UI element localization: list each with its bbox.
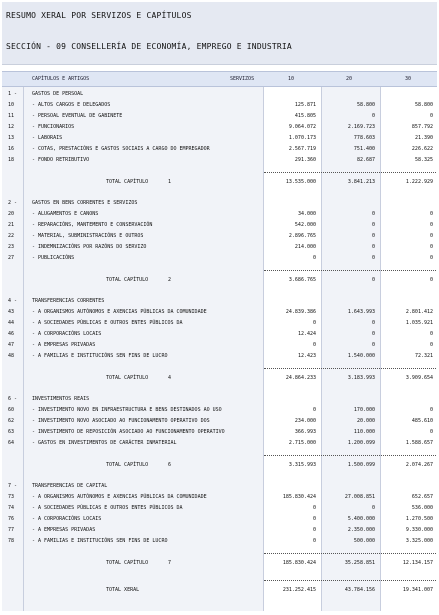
article-description: - LABORAIS — [32, 135, 63, 141]
value-servizo-10: 24.839.386 — [285, 309, 316, 315]
value-servizo-30: 72.321 — [414, 353, 433, 359]
value-servizo-10: 415.805 — [294, 113, 316, 119]
value-servizo-30: 0 — [429, 113, 433, 119]
header-servizos: SERVIZOS — [230, 76, 255, 82]
total-servizo-30: 19.341.007 — [402, 587, 433, 593]
value-servizo-20: 110.000 — [353, 429, 375, 435]
value-servizo-20: 0 — [371, 233, 375, 239]
value-servizo-20: 1.540.000 — [347, 353, 375, 359]
table-row — [2, 416, 437, 426]
article-description: - A FAMILIAS E INSTITUCIÓNS SEN FINS DE LUCRO — [32, 538, 168, 544]
table-row — [2, 525, 437, 535]
total-chapter-code: 7 — [168, 560, 172, 566]
table-row — [2, 536, 437, 546]
article-code: 64 — [8, 440, 15, 446]
chapter-code: 4 - — [8, 298, 18, 304]
article-code: 20 — [8, 211, 15, 217]
value-servizo-30: 0 — [429, 244, 433, 250]
article-code: 47 — [8, 342, 15, 348]
article-description: - PERSOAL EVENTUAL DE GABINETE — [32, 113, 123, 119]
value-servizo-20: 58.800 — [356, 102, 375, 108]
table-row — [2, 231, 437, 241]
value-servizo-10: 0 — [312, 342, 316, 348]
total-chapter-code: 1 — [168, 179, 172, 185]
article-code: 63 — [8, 429, 15, 435]
total-servizo-20: 3.183.993 — [347, 375, 375, 381]
value-servizo-30: 226.622 — [411, 146, 433, 152]
value-servizo-10: 2.715.000 — [288, 440, 316, 446]
chapter-title: GASTOS EN BENS CORRENTES E SERVIZOS — [32, 200, 138, 206]
value-servizo-30: 1.035.921 — [405, 320, 433, 326]
value-servizo-10: 542.000 — [294, 222, 316, 228]
total-servizo-10: 3.686.765 — [288, 277, 316, 283]
chapter-total-row — [2, 558, 437, 568]
header-servizo-30: 30 — [405, 76, 412, 82]
article-description: - A FAMILIAS E INSTITUCIÓNS SEN FINS DE LUCRO — [32, 353, 168, 359]
total-servizo-30: 1.222.929 — [405, 179, 433, 185]
article-description: - ALUGAMENTOS E CANONS — [32, 211, 99, 217]
total-separator — [264, 368, 436, 369]
article-code: 18 — [8, 157, 15, 163]
total-chapter-code: 6 — [168, 462, 172, 468]
value-servizo-20: 0 — [371, 342, 375, 348]
value-servizo-20: 27.008.851 — [344, 494, 375, 500]
article-code: 73 — [8, 494, 15, 500]
value-servizo-10: 0 — [312, 527, 316, 533]
value-servizo-30: 0 — [429, 331, 433, 337]
article-description: - A EMPRESAS PRIVADAS — [32, 342, 96, 348]
article-code: 23 — [8, 244, 15, 250]
article-description: - INDEMNIZACIÓNS POR RAZÓNS DO SERVIZO — [32, 244, 147, 250]
value-servizo-20: 0 — [371, 320, 375, 326]
article-code: 10 — [8, 102, 15, 108]
value-servizo-10: 2.896.765 — [288, 233, 316, 239]
value-servizo-20: 0 — [371, 255, 375, 261]
value-servizo-10: 0 — [312, 505, 316, 511]
total-separator — [264, 270, 436, 271]
table-row — [2, 155, 437, 165]
article-description: - A CORPORACIÓNS LOCAIS — [32, 516, 102, 522]
value-servizo-30: 485.610 — [411, 418, 433, 424]
total-servizo-30: 3.909.654 — [405, 375, 433, 381]
article-description: - A SOCIEDADES PÚBLICAS E OUTROS ENTES PÚBLICOS DA — [32, 320, 183, 326]
article-description: - A SOCIEDADES PÚBLICAS E OUTROS ENTES PÚBLICOS DA — [32, 505, 183, 511]
article-code: 11 — [8, 113, 15, 119]
article-description: - FUNCIONARIOS — [32, 124, 75, 130]
value-servizo-20: 0 — [371, 331, 375, 337]
value-servizo-30: 3.325.000 — [405, 538, 433, 544]
value-servizo-20: 2.169.723 — [347, 124, 375, 130]
article-code: 46 — [8, 331, 15, 337]
value-servizo-20: 778.603 — [353, 135, 375, 141]
value-servizo-10: 185.830.424 — [282, 494, 316, 500]
article-code: 43 — [8, 309, 15, 315]
article-description: - COTAS, PRESTACIÓNS E GASTOS SOCIAIS A CARGO DO EMPREGADOR — [32, 146, 210, 152]
article-description: - A CORPORACIÓNS LOCAIS — [32, 331, 102, 337]
total-label: TOTAL XERAL — [106, 587, 140, 593]
total-separator — [264, 553, 436, 554]
value-servizo-20: 82.687 — [356, 157, 375, 163]
value-servizo-10: 366.993 — [294, 429, 316, 435]
table-row — [2, 405, 437, 415]
value-servizo-10: 234.000 — [294, 418, 316, 424]
value-servizo-20: 1.200.099 — [347, 440, 375, 446]
table-row — [2, 144, 437, 154]
total-servizo-20: 0 — [371, 277, 375, 283]
value-servizo-10: 12.423 — [297, 353, 316, 359]
header-servizo-10: 10 — [288, 76, 295, 82]
section-title: SECCIÓN - 09 CONSELLERÍA DE ECONOMÍA, EMPREGO E INDUSTRIA — [6, 42, 292, 51]
article-code: 78 — [8, 538, 15, 544]
value-servizo-10: 0 — [312, 255, 316, 261]
article-description: - FONDO RETRIBUTIVO — [32, 157, 90, 163]
value-servizo-30: 0 — [429, 429, 433, 435]
total-servizo-10: 3.315.993 — [288, 462, 316, 468]
grand-total-row — [2, 585, 437, 595]
table-header — [2, 71, 437, 87]
chapter-row — [2, 296, 437, 306]
value-servizo-20: 0 — [371, 244, 375, 250]
total-servizo-10: 24.864.233 — [285, 375, 316, 381]
value-servizo-30: 0 — [429, 407, 433, 413]
chapter-title: TRANSFERENCIAS DE CAPITAL — [32, 483, 108, 489]
total-servizo-10: 185.830.424 — [282, 560, 316, 566]
total-servizo-30: 12.134.157 — [402, 560, 433, 566]
chapter-row — [2, 198, 437, 208]
table-row — [2, 253, 437, 263]
total-separator — [264, 172, 436, 173]
value-servizo-30: 0 — [429, 222, 433, 228]
value-servizo-30: 58.800 — [414, 102, 433, 108]
chapter-total-row — [2, 177, 437, 187]
header-servizo-20: 20 — [346, 76, 353, 82]
value-servizo-20: 20.000 — [356, 418, 375, 424]
value-servizo-10: 0 — [312, 516, 316, 522]
chapter-code: 7 - — [8, 483, 18, 489]
summary-table — [2, 71, 437, 611]
article-description: - INVESTIMENTO NOVO EN INFRAESTRUCTURA E BENS DESTINADOS AO USO — [32, 407, 222, 413]
value-servizo-20: 0 — [371, 505, 375, 511]
value-servizo-20: 500.000 — [353, 538, 375, 544]
article-description: - GASTOS EN INVESTIMENTOS DE CARÁCTER INMATERIAL — [32, 440, 177, 446]
table-row — [2, 329, 437, 339]
total-label: TOTAL CAPÍTULO — [106, 375, 149, 381]
value-servizo-30: 1.588.657 — [405, 440, 433, 446]
chapter-row — [2, 481, 437, 491]
value-servizo-10: 9.064.072 — [288, 124, 316, 130]
table-row — [2, 503, 437, 513]
total-label: TOTAL CAPÍTULO — [106, 179, 149, 185]
report-header — [2, 2, 437, 65]
value-servizo-20: 0 — [371, 211, 375, 217]
chapter-title: GASTOS DE PERSOAL — [32, 91, 84, 97]
article-code: 74 — [8, 505, 15, 511]
value-servizo-30: 0 — [429, 233, 433, 239]
total-servizo-30: 0 — [429, 277, 433, 283]
value-servizo-30: 0 — [429, 211, 433, 217]
chapter-row — [2, 89, 437, 99]
article-description: - REPARACIÓNS, MANTEMENTO E CONSERVACIÓN — [32, 222, 153, 228]
article-code: 48 — [8, 353, 15, 359]
value-servizo-10: 0 — [312, 407, 316, 413]
article-description: - MATERIAL, SUBMINISTRACIÓNS E OUTROS — [32, 233, 144, 239]
article-code: 77 — [8, 527, 15, 533]
article-description: - A ORGANISMOS AUTÓNOMOS E AXENCIAS PÚBLICAS DA COMUNIDADE — [32, 309, 207, 315]
table-row — [2, 307, 437, 317]
total-label: TOTAL CAPÍTULO — [106, 462, 149, 468]
value-servizo-10: 34.000 — [297, 211, 316, 217]
article-code: 22 — [8, 233, 15, 239]
chapter-code: 1 - — [8, 91, 18, 97]
value-servizo-20: 0 — [371, 222, 375, 228]
chapter-code: 6 - — [8, 396, 18, 402]
value-servizo-30: 0 — [429, 342, 433, 348]
value-servizo-30: 536.000 — [411, 505, 433, 511]
table-row — [2, 351, 437, 361]
total-servizo-20: 35.258.851 — [344, 560, 375, 566]
total-servizo-20: 1.500.099 — [347, 462, 375, 468]
chapter-total-row — [2, 373, 437, 383]
value-servizo-20: 2.350.000 — [347, 527, 375, 533]
table-row — [2, 100, 437, 110]
value-servizo-20: 751.400 — [353, 146, 375, 152]
value-servizo-10: 1.070.173 — [288, 135, 316, 141]
article-description: - A EMPRESAS PRIVADAS — [32, 527, 96, 533]
value-servizo-10: 214.000 — [294, 244, 316, 250]
article-code: 27 — [8, 255, 15, 261]
total-servizo-10: 231.252.415 — [282, 587, 316, 593]
total-servizo-30: 2.074.267 — [405, 462, 433, 468]
chapter-total-row — [2, 275, 437, 285]
table-row — [2, 133, 437, 143]
table-row — [2, 427, 437, 437]
value-servizo-10: 0 — [312, 320, 316, 326]
total-separator — [264, 580, 436, 581]
table-row — [2, 438, 437, 448]
table-row — [2, 340, 437, 350]
article-code: 16 — [8, 146, 15, 152]
article-description: - INVESTIMENTO DE REPOSICIÓN ASOCIADO AO FUNCIONAMENTO OPERATIVO — [32, 429, 225, 435]
article-code: 60 — [8, 407, 15, 413]
report-title: RESUMO XERAL POR SERVIZOS E CAPÍTULOS — [6, 11, 192, 20]
table-row — [2, 318, 437, 328]
table-row — [2, 242, 437, 252]
table-row — [2, 220, 437, 230]
table-row — [2, 209, 437, 219]
total-servizo-20: 43.784.156 — [344, 587, 375, 593]
value-servizo-20: 1.643.993 — [347, 309, 375, 315]
value-servizo-20: 170.000 — [353, 407, 375, 413]
chapter-code: 2 - — [8, 200, 18, 206]
chapter-title: INVESTIMENTOS REAIS — [32, 396, 90, 402]
value-servizo-10: 0 — [312, 538, 316, 544]
article-code: 21 — [8, 222, 15, 228]
chapter-title: TRANSFERENCIAS CORRENTES — [32, 298, 105, 304]
header-concept: CAPÍTULOS E ARTIGOS — [32, 76, 90, 82]
chapter-total-row — [2, 460, 437, 470]
chapter-row — [2, 394, 437, 404]
table-row — [2, 111, 437, 121]
total-separator — [264, 455, 436, 456]
value-servizo-30: 9.330.000 — [405, 527, 433, 533]
table-row — [2, 514, 437, 524]
value-servizo-30: 58.325 — [414, 157, 433, 163]
article-code: 62 — [8, 418, 15, 424]
table-row — [2, 122, 437, 132]
value-servizo-10: 12.424 — [297, 331, 316, 337]
article-code: 13 — [8, 135, 15, 141]
article-code: 44 — [8, 320, 15, 326]
article-description: - INVESTIMENTO NOVO ASOCIADO AO FUNCIONAMENTO OPERATIVO DOS — [32, 418, 210, 424]
table-row — [2, 492, 437, 502]
value-servizo-20: 0 — [371, 113, 375, 119]
value-servizo-30: 652.657 — [411, 494, 433, 500]
total-chapter-code: 2 — [168, 277, 172, 283]
value-servizo-30: 0 — [429, 255, 433, 261]
value-servizo-10: 291.360 — [294, 157, 316, 163]
value-servizo-10: 125.871 — [294, 102, 316, 108]
total-label: TOTAL CAPÍTULO — [106, 560, 149, 566]
total-servizo-20: 3.841.213 — [347, 179, 375, 185]
total-servizo-10: 13.535.000 — [285, 179, 316, 185]
value-servizo-30: 857.792 — [411, 124, 433, 130]
article-code: 76 — [8, 516, 15, 522]
article-description: - PUBLICACIÓNS — [32, 255, 75, 261]
article-description: - A ORGANISMOS AUTÓNOMOS E AXENCIAS PÚBLICAS DA COMUNIDADE — [32, 494, 207, 500]
total-chapter-code: 4 — [168, 375, 172, 381]
article-description: - ALTOS CARGOS E DELEGADOS — [32, 102, 111, 108]
value-servizo-20: 5.400.000 — [347, 516, 375, 522]
value-servizo-30: 1.270.500 — [405, 516, 433, 522]
value-servizo-10: 2.567.719 — [288, 146, 316, 152]
article-code: 12 — [8, 124, 15, 130]
value-servizo-30: 2.801.412 — [405, 309, 433, 315]
total-label: TOTAL CAPÍTULO — [106, 277, 149, 283]
value-servizo-30: 21.390 — [414, 135, 433, 141]
